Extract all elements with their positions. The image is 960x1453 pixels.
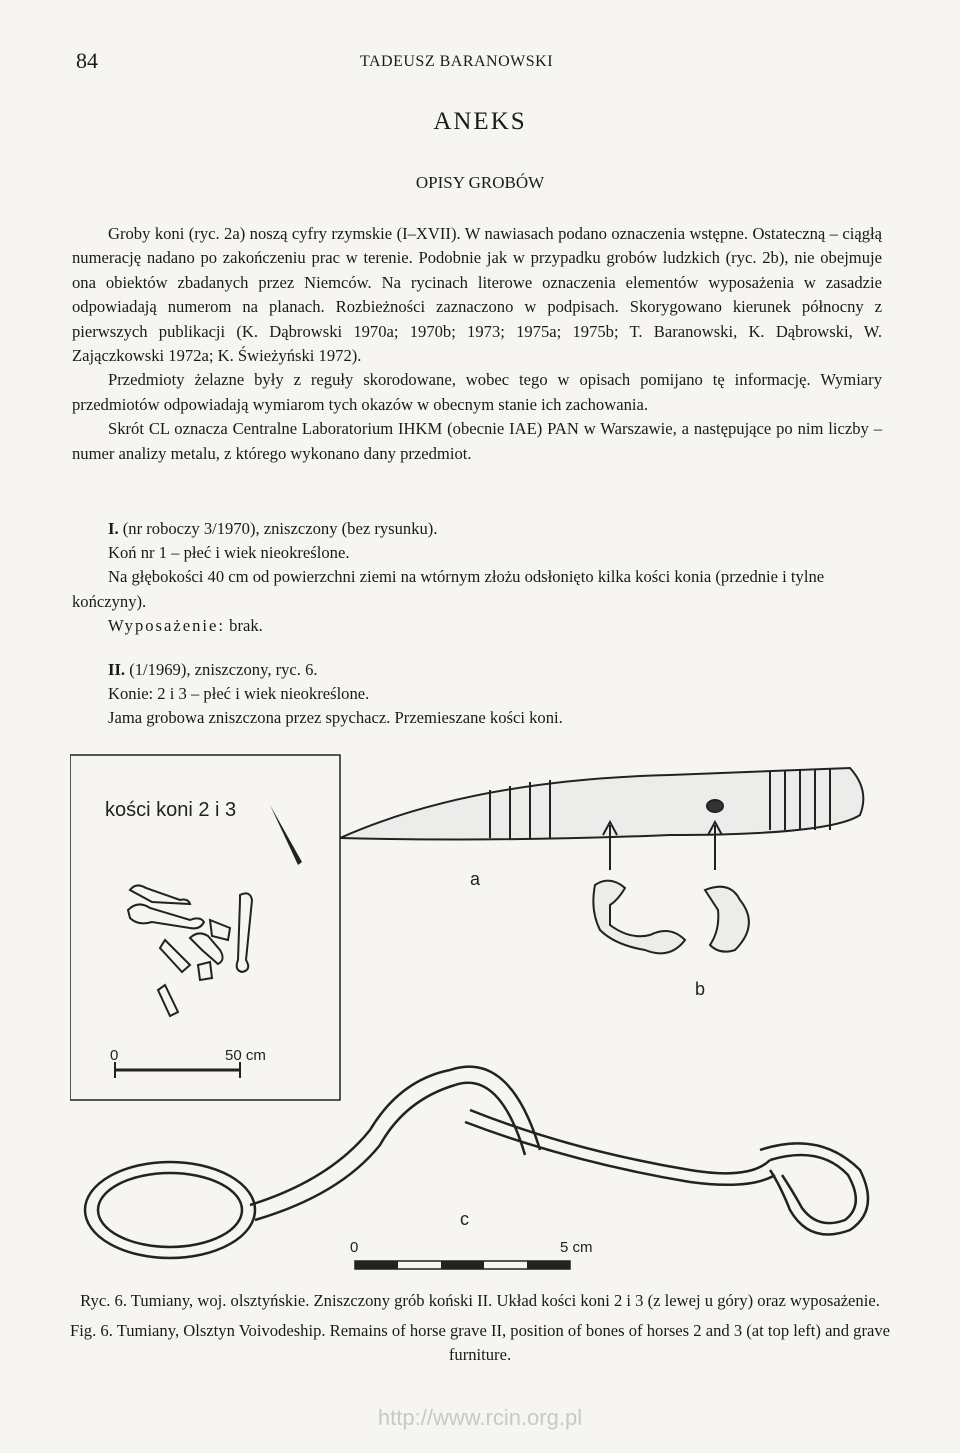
north-arrow-icon: [270, 805, 302, 865]
entry-line: Na głębokości 40 cm od powierzchni ziemi na wtórnym złożu odsłonięto kilka kości konia (przednie i tylne kończyny).: [72, 567, 825, 611]
object-scale-end: 5 cm: [560, 1239, 593, 1256]
label-c: c: [460, 1209, 469, 1229]
plan-label: kości koni 2 i 3: [105, 799, 237, 821]
intro-text: [72, 222, 882, 466]
page-header: [76, 48, 896, 78]
object-scale-start: 0: [350, 1239, 359, 1256]
label-a: a: [470, 869, 481, 889]
paragraph: Skrót CL oznacza Centralne Laboratorium IHKM (obecnie IAE) PAN w Warszawie, a następujące po nim liczby – numer analizy metalu, z którego wykonano dany przedmiot.: [72, 419, 882, 463]
page-number: 84: [76, 48, 98, 73]
horse-bones-icon: [128, 885, 252, 1016]
equipment-label: Wyposażenie:: [108, 615, 225, 635]
equipment-value: brak.: [229, 615, 263, 635]
grave-entries: [72, 517, 882, 731]
entry-title: (1/1969), zniszczony, ryc. 6.: [129, 660, 318, 680]
entry-line: Konie: 2 i 3 – płeć i wiek nieokreślone.: [108, 684, 370, 704]
entry-heading: [72, 517, 882, 541]
section-title: ANEKS: [433, 108, 527, 135]
caption-polish: Ryc. 6. Tumiany, woj. olsztyńskie. Zniszczony grób koński II. Układ kości koni 2 i 3 (z lewej u góry) oraz wyposażenie.: [80, 1291, 880, 1310]
plan-scale-start: 0: [110, 1047, 119, 1064]
plan-scale-bar: [110, 1047, 266, 1078]
object-c-drawing: [85, 1067, 868, 1258]
label-b: b: [695, 979, 706, 999]
plan-scale-end: 50 cm: [225, 1047, 266, 1064]
entry-heading: [72, 658, 882, 682]
entry-line: Koń nr 1 – płeć i wiek nieokreślone.: [108, 543, 350, 563]
entry-title: (nr roboczy 3/1970), zniszczony (bez rysunku).: [122, 519, 438, 538]
figure-6: [70, 750, 900, 1295]
object-a-drawing: [340, 768, 863, 889]
entry-number: II.: [108, 660, 126, 680]
object-scale-bar: [350, 1239, 593, 1269]
entry-equipment: [72, 614, 882, 638]
entry-line: Jama grobowa zniszczona przez spychacz. Przemieszane kości koni.: [108, 708, 563, 728]
caption-english: Fig. 6. Tumiany, Olsztyn Voivodeship. Remains of horse grave II, position of bones of horses 2 and 3 (at top left) and grave furniture.: [69, 1321, 891, 1364]
bone-plan: [70, 755, 340, 1100]
paragraph: Przedmioty żelazne były z reguły skorodowane, wobec tego w opisach pomijano tę informację. Wymiary przedmiotów odpowiadają wymiarom tych okazów w obecnym stanie ich zachowania.: [72, 370, 882, 414]
section-subtitle: OPISY GROBÓW: [415, 173, 545, 192]
running-head: TADEUSZ BARANOWSKI: [360, 53, 554, 70]
object-b-drawing: [593, 881, 749, 999]
figure-caption: [60, 1289, 900, 1373]
paragraph: Groby koni (ryc. 2a) noszą cyfry rzymskie (I–XVII). W nawiasach podano oznaczenia wstępne. Ostateczną – ciągłą numerację nadano po zakończeniu prac w terenie. Podobnie jak w przypadku grobów ludzkich (ryc. 2b), nie obejmuje ona obiektów zbadanych przez Niemców. Na rycinach literowe oznaczenia elementów wyposażenia w zasadzie odpowiadają numerom na planach. Rozbieżności zaznaczono w podpisach. Skorygowano kierunek północny z pierwszych publikacji (K. Dąbrowski 1970a; 1970b; 1973; 1975a; 1975b; T. Baranowski, K. Dąbrowski, W. Zajączkowski 1972a; K. Świeżyński 1972).: [72, 224, 882, 366]
entry-number: I.: [108, 519, 119, 538]
watermark: http://www.rcin.org.pl: [377, 1405, 583, 1430]
